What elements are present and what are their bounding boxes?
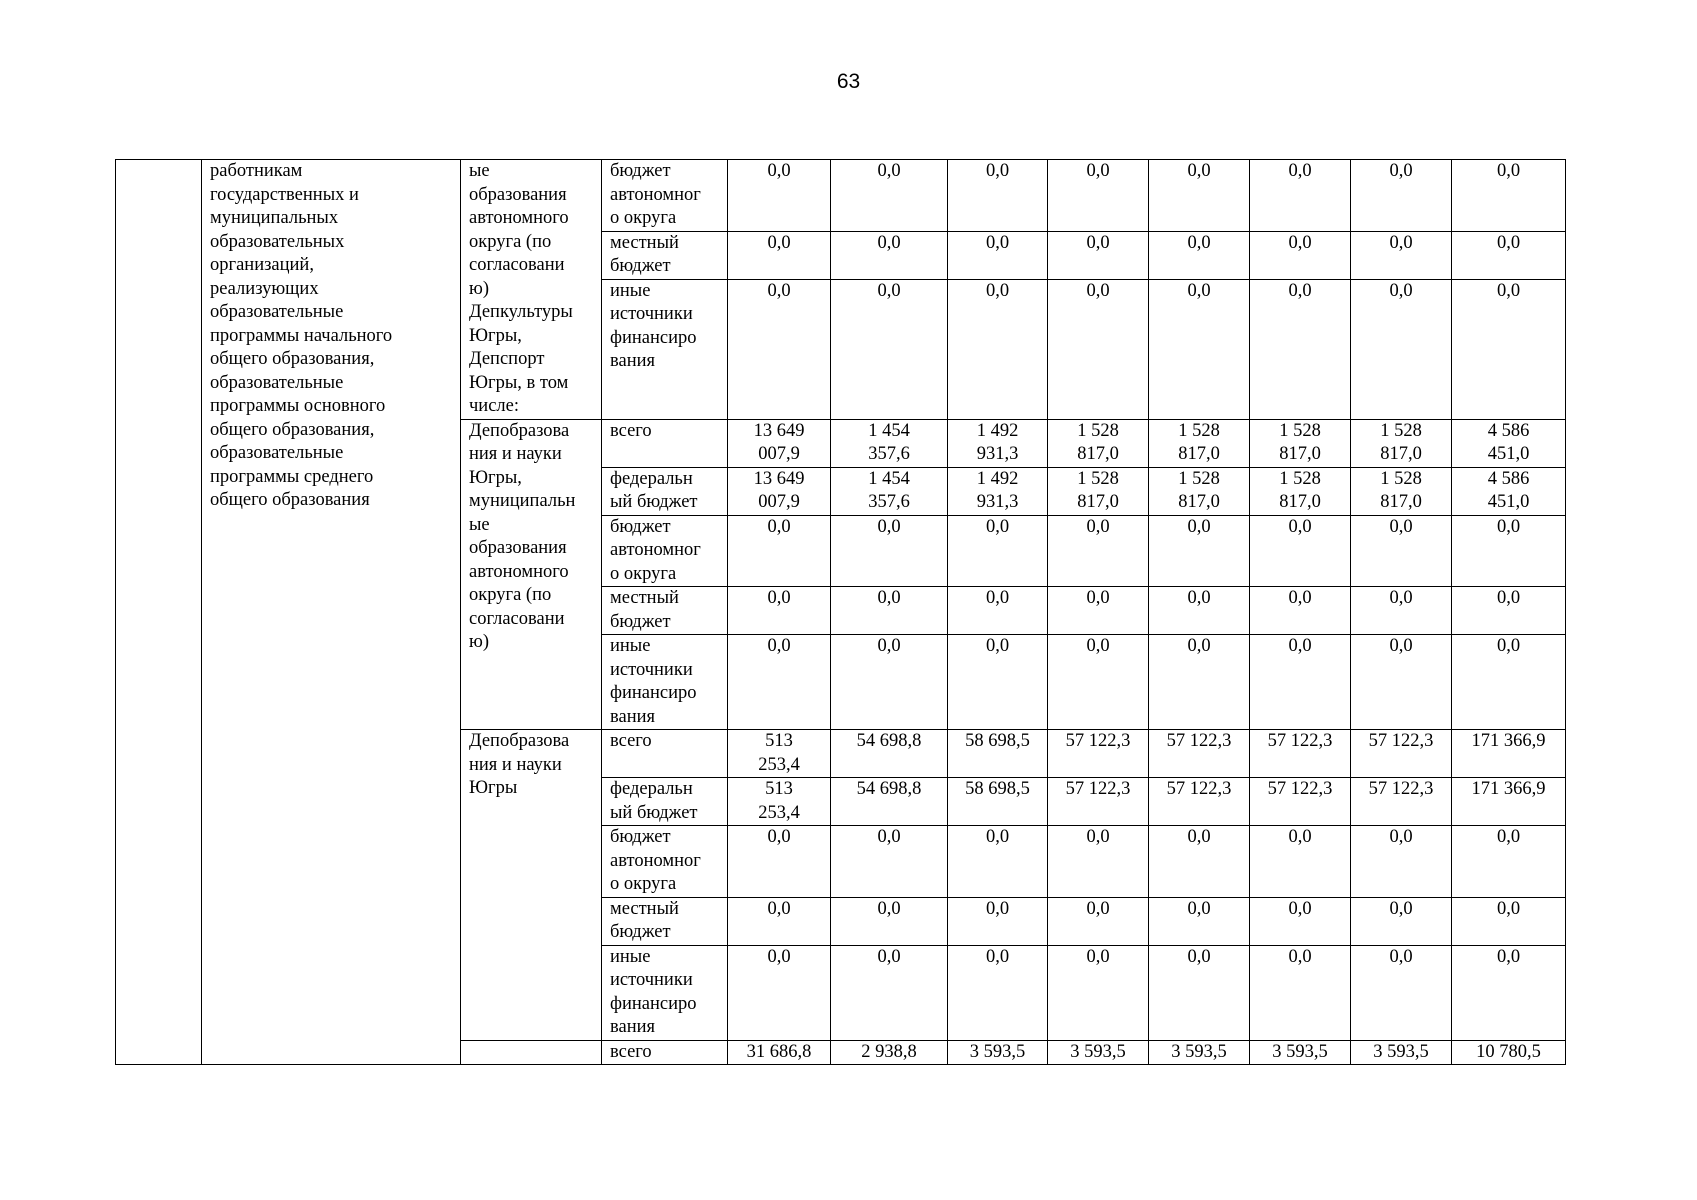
- amount-cell: 513 253,4: [728, 778, 831, 826]
- amount-cell: 0,0: [1351, 897, 1452, 945]
- amount-cell: 4 586 451,0: [1452, 419, 1566, 467]
- executor-cell: Депобразова ния и науки Югры, муниципальн ые образования автономного округа (по согласовани ю): [461, 419, 602, 730]
- amount-cell: 0,0: [1048, 587, 1149, 635]
- amount-cell: 0,0: [948, 826, 1048, 898]
- amount-cell: 0,0: [1250, 231, 1351, 279]
- amount-cell: 0,0: [831, 826, 948, 898]
- amount-cell: 513 253,4: [728, 730, 831, 778]
- amount-cell: 0,0: [728, 160, 831, 232]
- amount-cell: 0,0: [1452, 635, 1566, 730]
- amount-cell: 3 593,5: [948, 1040, 1048, 1065]
- amount-cell: 0,0: [1250, 587, 1351, 635]
- amount-cell: 0,0: [948, 279, 1048, 419]
- amount-cell: 0,0: [1149, 826, 1250, 898]
- amount-cell: 0,0: [948, 945, 1048, 1040]
- amount-cell: 57 122,3: [1048, 778, 1149, 826]
- amount-cell: 0,0: [1250, 515, 1351, 587]
- amount-cell: 0,0: [1452, 587, 1566, 635]
- amount-cell: 0,0: [728, 587, 831, 635]
- amount-cell: 0,0: [1048, 279, 1149, 419]
- amount-cell: 0,0: [1149, 231, 1250, 279]
- amount-cell: 3 593,5: [1351, 1040, 1452, 1065]
- amount-cell: 1 528 817,0: [1048, 467, 1149, 515]
- amount-cell: 0,0: [1452, 897, 1566, 945]
- amount-cell: 0,0: [1048, 945, 1149, 1040]
- amount-cell: 0,0: [1149, 897, 1250, 945]
- amount-cell: 0,0: [1149, 945, 1250, 1040]
- amount-cell: 0,0: [948, 897, 1048, 945]
- event-name-cell: работникам государственных и муниципальных образовательных организаций, реализующих образовательные программы начального общего образования, образовательные программы основного общего образования, образовательные программы среднего общего образования: [202, 160, 461, 1065]
- executor-cell: ые образования автономного округа (по согласовани ю) Депкультуры Югры, Депспорт Югры, в том числе:: [461, 160, 602, 420]
- amount-cell: 0,0: [1351, 231, 1452, 279]
- amount-cell: 0,0: [728, 515, 831, 587]
- amount-cell: 0,0: [1250, 279, 1351, 419]
- funding-source-cell: всего: [602, 419, 728, 467]
- page-number: 63: [836, 70, 861, 93]
- amount-cell: 13 649 007,9: [728, 467, 831, 515]
- amount-cell: 58 698,5: [948, 778, 1048, 826]
- funding-source-cell: федеральн ый бюджет: [602, 778, 728, 826]
- amount-cell: 0,0: [728, 945, 831, 1040]
- amount-cell: 0,0: [1452, 515, 1566, 587]
- amount-cell: 0,0: [831, 635, 948, 730]
- amount-cell: 1 528 817,0: [1149, 419, 1250, 467]
- amount-cell: 1 492 931,3: [948, 467, 1048, 515]
- executor-cell: [461, 1040, 602, 1065]
- amount-cell: 0,0: [1351, 515, 1452, 587]
- amount-cell: 0,0: [728, 279, 831, 419]
- amount-cell: 3 593,5: [1250, 1040, 1351, 1065]
- amount-cell: 1 528 817,0: [1250, 419, 1351, 467]
- amount-cell: 0,0: [1149, 635, 1250, 730]
- amount-cell: 0,0: [1351, 945, 1452, 1040]
- amount-cell: 0,0: [1149, 160, 1250, 232]
- amount-cell: 0,0: [831, 231, 948, 279]
- funding-source-cell: иные источники финансиро вания: [602, 635, 728, 730]
- funding-source-cell: всего: [602, 1040, 728, 1065]
- amount-cell: 0,0: [1452, 945, 1566, 1040]
- amount-cell: 57 122,3: [1351, 778, 1452, 826]
- amount-cell: 1 528 817,0: [1048, 419, 1149, 467]
- amount-cell: 2 938,8: [831, 1040, 948, 1065]
- table-row: [116, 160, 1566, 232]
- amount-cell: 0,0: [728, 231, 831, 279]
- amount-cell: 171 366,9: [1452, 730, 1566, 778]
- amount-cell: 0,0: [1250, 897, 1351, 945]
- amount-cell: 0,0: [831, 279, 948, 419]
- amount-cell: 0,0: [948, 515, 1048, 587]
- amount-cell: 57 122,3: [1149, 778, 1250, 826]
- amount-cell: 0,0: [1048, 826, 1149, 898]
- funding-source-cell: федеральн ый бюджет: [602, 467, 728, 515]
- amount-cell: 10 780,5: [1452, 1040, 1566, 1065]
- amount-cell: 3 593,5: [1149, 1040, 1250, 1065]
- amount-cell: 0,0: [1351, 279, 1452, 419]
- amount-cell: 0,0: [1048, 635, 1149, 730]
- funding-source-cell: бюджет автономног о округа: [602, 515, 728, 587]
- amount-cell: 0,0: [1452, 826, 1566, 898]
- amount-cell: 0,0: [1351, 160, 1452, 232]
- funding-source-cell: местный бюджет: [602, 231, 728, 279]
- funding-source-cell: иные источники финансиро вания: [602, 945, 728, 1040]
- amount-cell: 1 528 817,0: [1250, 467, 1351, 515]
- amount-cell: 0,0: [948, 635, 1048, 730]
- amount-cell: 0,0: [1250, 826, 1351, 898]
- amount-cell: 0,0: [831, 160, 948, 232]
- funding-source-cell: местный бюджет: [602, 587, 728, 635]
- amount-cell: 0,0: [831, 515, 948, 587]
- amount-cell: 0,0: [948, 160, 1048, 232]
- amount-cell: 1 528 817,0: [1149, 467, 1250, 515]
- amount-cell: 4 586 451,0: [1452, 467, 1566, 515]
- amount-cell: 0,0: [1351, 587, 1452, 635]
- amount-cell: 57 122,3: [1250, 778, 1351, 826]
- funding-source-cell: всего: [602, 730, 728, 778]
- amount-cell: 1 528 817,0: [1351, 467, 1452, 515]
- amount-cell: 0,0: [1452, 231, 1566, 279]
- amount-cell: 1 454 357,6: [831, 419, 948, 467]
- funding-source-cell: бюджет автономног о округа: [602, 160, 728, 232]
- amount-cell: 3 593,5: [1048, 1040, 1149, 1065]
- amount-cell: 0,0: [831, 587, 948, 635]
- amount-cell: 0,0: [948, 587, 1048, 635]
- amount-cell: 1 492 931,3: [948, 419, 1048, 467]
- amount-cell: 0,0: [1351, 826, 1452, 898]
- amount-cell: 57 122,3: [1250, 730, 1351, 778]
- amount-cell: 0,0: [728, 897, 831, 945]
- amount-cell: 0,0: [728, 826, 831, 898]
- amount-cell: 0,0: [1452, 160, 1566, 232]
- amount-cell: 0,0: [1048, 231, 1149, 279]
- amount-cell: 0,0: [1048, 515, 1149, 587]
- amount-cell: 0,0: [1149, 279, 1250, 419]
- amount-cell: 0,0: [948, 231, 1048, 279]
- amount-cell: 0,0: [1250, 945, 1351, 1040]
- amount-cell: 0,0: [1149, 515, 1250, 587]
- amount-cell: 54 698,8: [831, 730, 948, 778]
- amount-cell: 58 698,5: [948, 730, 1048, 778]
- amount-cell: 0,0: [1149, 587, 1250, 635]
- amount-cell: 0,0: [831, 945, 948, 1040]
- amount-cell: 0,0: [1250, 635, 1351, 730]
- amount-cell: 1 528 817,0: [1351, 419, 1452, 467]
- budget-table: [115, 159, 1566, 1065]
- amount-cell: 0,0: [1048, 160, 1149, 232]
- amount-cell: 57 122,3: [1149, 730, 1250, 778]
- amount-cell: 0,0: [1351, 635, 1452, 730]
- amount-cell: 0,0: [831, 897, 948, 945]
- amount-cell: 0,0: [728, 635, 831, 730]
- amount-cell: 57 122,3: [1351, 730, 1452, 778]
- amount-cell: 57 122,3: [1048, 730, 1149, 778]
- amount-cell: 1 454 357,6: [831, 467, 948, 515]
- executor-cell: Депобразова ния и науки Югры: [461, 730, 602, 1041]
- amount-cell: 31 686,8: [728, 1040, 831, 1065]
- funding-source-cell: местный бюджет: [602, 897, 728, 945]
- amount-cell: 171 366,9: [1452, 778, 1566, 826]
- funding-source-cell: бюджет автономног о округа: [602, 826, 728, 898]
- amount-cell: 54 698,8: [831, 778, 948, 826]
- funding-source-cell: иные источники финансиро вания: [602, 279, 728, 419]
- amount-cell: 0,0: [1048, 897, 1149, 945]
- item-number-cell: [116, 160, 202, 1065]
- amount-cell: 0,0: [1250, 160, 1351, 232]
- amount-cell: 13 649 007,9: [728, 419, 831, 467]
- amount-cell: 0,0: [1452, 279, 1566, 419]
